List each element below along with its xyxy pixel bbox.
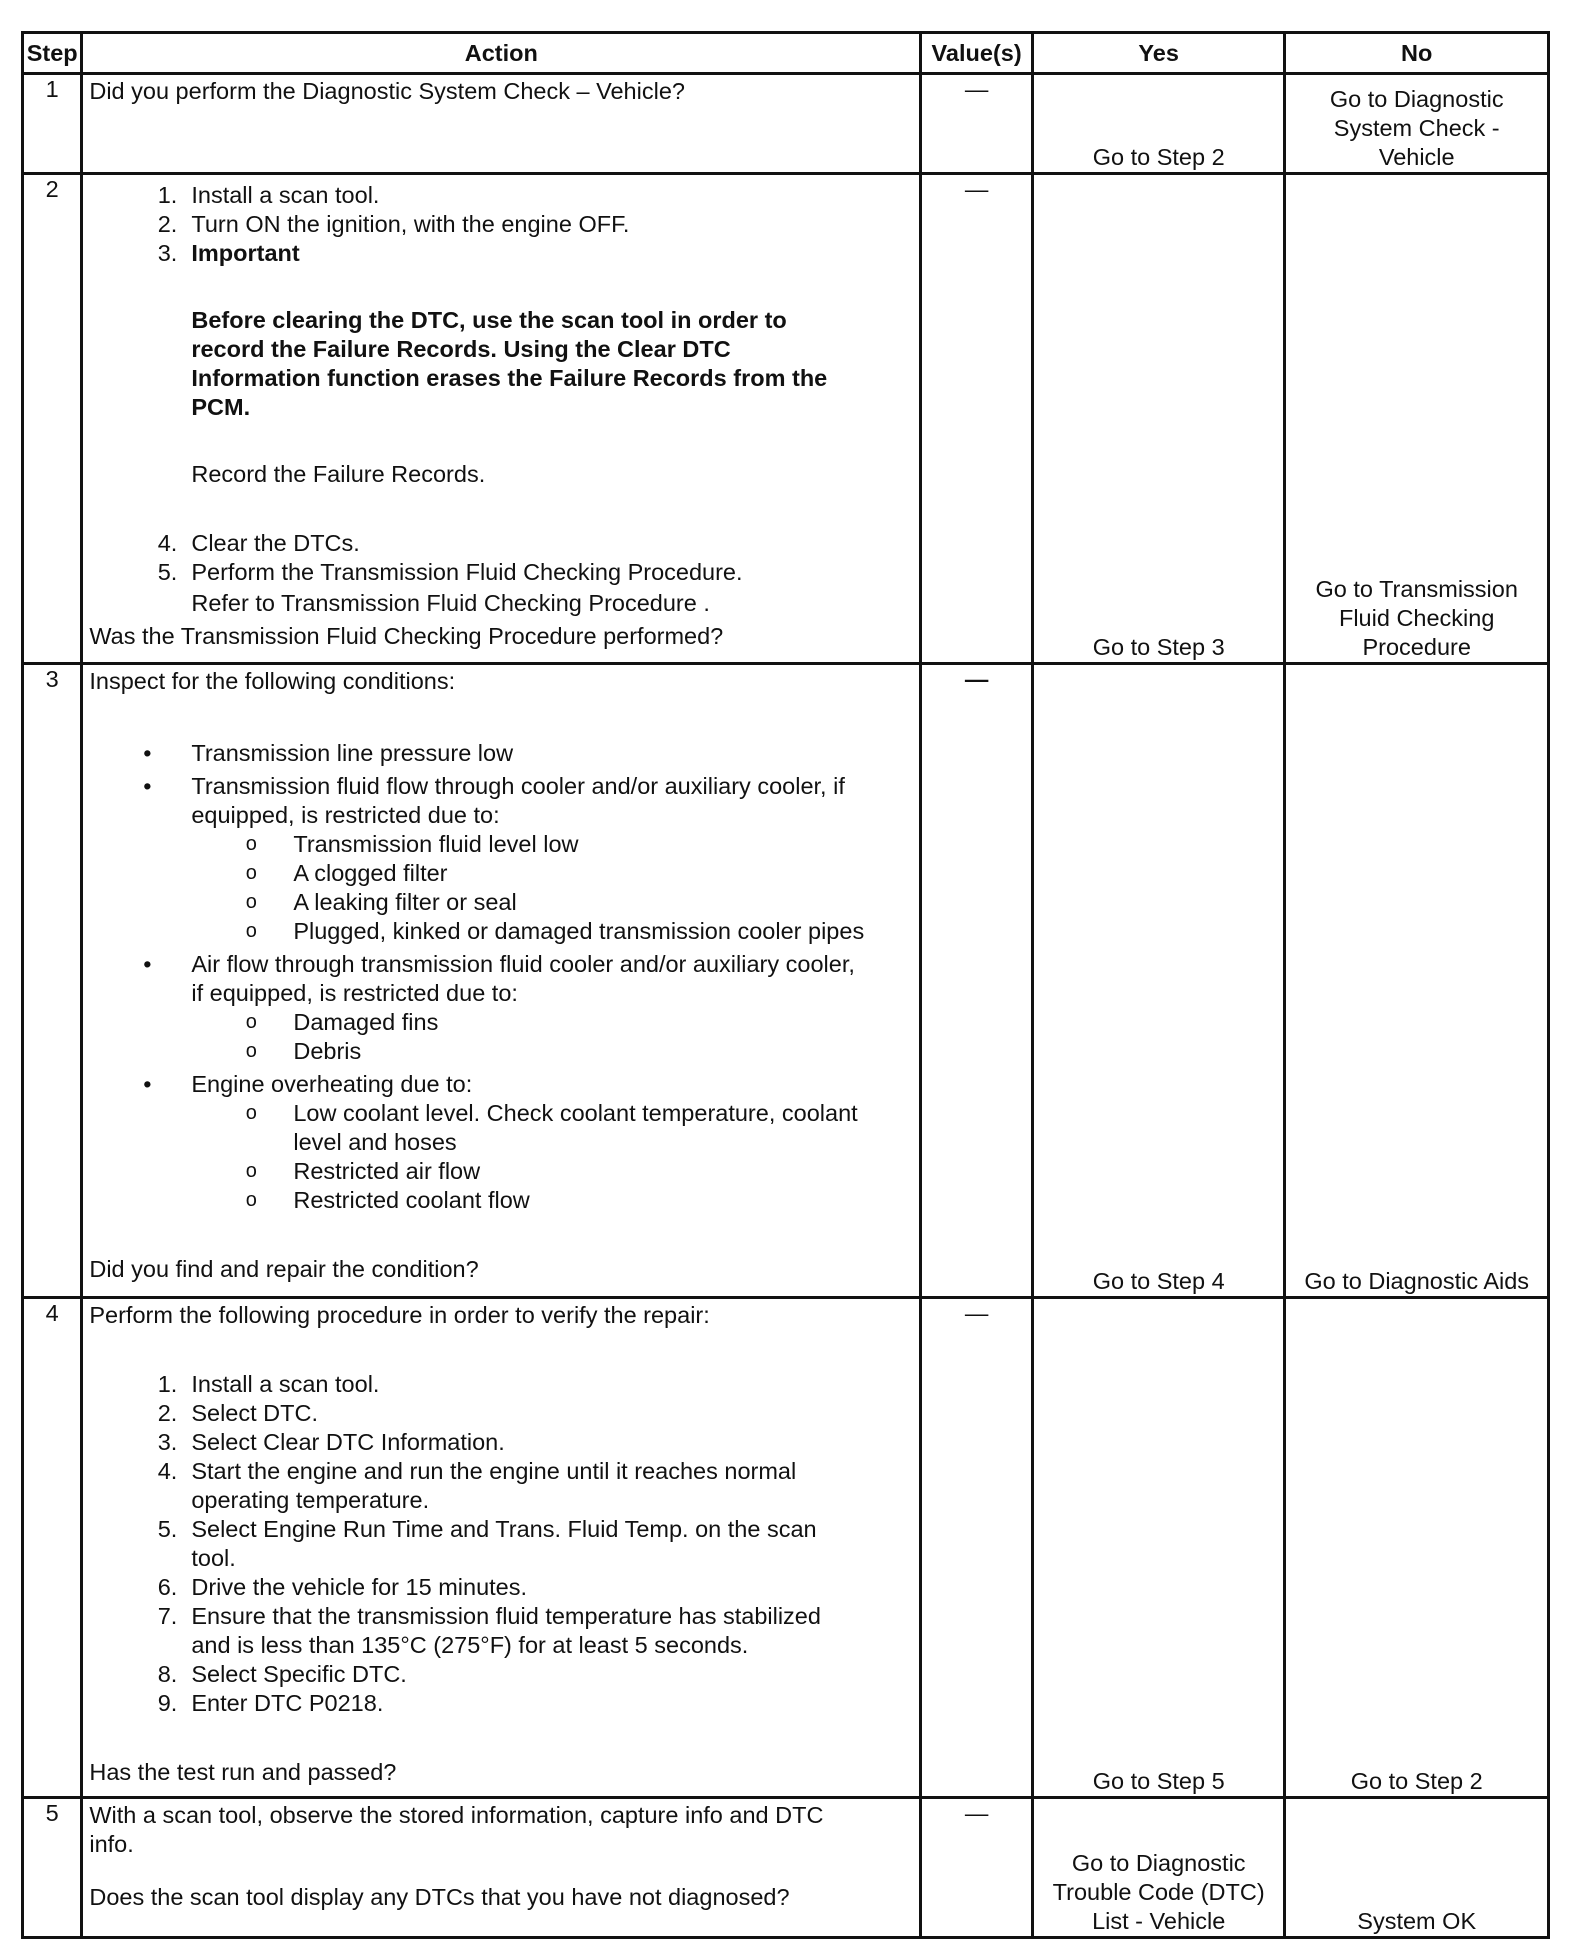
sub-bullet: o	[245, 1160, 257, 1182]
item-text: Engine overheating due to:	[191, 1071, 473, 1097]
table-row-step-1	[23, 74, 1549, 174]
list-item	[89, 1660, 913, 1689]
item-text: tool.	[191, 1545, 236, 1571]
action-question: Did you perform the Diagnostic System Check – Vehicle?	[89, 78, 685, 104]
sub-bullet: o	[245, 1102, 257, 1124]
sub-item	[89, 1037, 913, 1066]
list-item	[89, 239, 913, 268]
item-number: 5.	[157, 1516, 178, 1542]
table-row-step-3	[23, 664, 1549, 1298]
yes-line: List - Vehicle	[1092, 1908, 1226, 1934]
item-text: equipped, is restricted due to:	[191, 802, 500, 828]
item-text: Ensure that the transmission fluid temperature has stabilized	[191, 1603, 821, 1629]
sub-item	[89, 917, 913, 946]
list-item	[89, 1370, 913, 1399]
sub-item	[89, 1008, 913, 1037]
record-note: Record the Failure Records.	[191, 461, 486, 487]
item-number: 2.	[157, 1400, 178, 1426]
no-link-fluid-checking[interactable]	[1286, 175, 1547, 662]
list-item	[89, 1399, 913, 1428]
item-number: 1.	[157, 1371, 178, 1397]
important-note	[89, 306, 913, 422]
item-text: Select DTC.	[191, 1400, 319, 1426]
list-item	[89, 210, 913, 239]
list-item	[89, 1602, 913, 1660]
action-intro: Perform the following procedure in order to verify the repair:	[89, 1302, 710, 1328]
item-number: 2.	[157, 211, 178, 237]
item-number: 3.	[157, 1429, 178, 1455]
item-text: Restricted air flow	[293, 1158, 481, 1184]
item-number: 8.	[157, 1661, 178, 1687]
sub-bullet: o	[245, 920, 257, 942]
item-text: Select Engine Run Time and Trans. Fluid Temp. on the scan	[191, 1516, 817, 1542]
item-text: Install a scan tool.	[191, 182, 380, 208]
list-item	[89, 950, 913, 1008]
item-number: 9.	[157, 1690, 178, 1716]
yes-link-step-3[interactable]: Go to Step 3	[1092, 634, 1225, 660]
item-text: Restricted coolant flow	[293, 1187, 530, 1213]
action-question: Did you find and repair the condition?	[89, 1256, 479, 1282]
action-question: Was the Transmission Fluid Checking Procedure performed?	[89, 623, 724, 649]
list-item	[89, 1457, 913, 1515]
header-action: Action	[82, 33, 921, 74]
yes-line: Go to Diagnostic	[1071, 1850, 1246, 1876]
item-number: 4.	[157, 530, 178, 556]
value-cell: —	[921, 74, 1033, 174]
item-text: A clogged filter	[293, 860, 448, 886]
sub-item	[89, 1099, 913, 1157]
sub-bullet: o	[245, 1040, 257, 1062]
header-values: Value(s)	[921, 33, 1033, 74]
refer-link[interactable]: Refer to Transmission Fluid Checking Procedure .	[191, 590, 710, 616]
no-system-ok: System OK	[1357, 1908, 1477, 1934]
item-number: 3.	[157, 240, 178, 266]
item-number: 7.	[157, 1603, 178, 1629]
no-link-step-2[interactable]: Go to Step 2	[1350, 1768, 1483, 1794]
item-text: level and hoses	[293, 1129, 457, 1155]
bullet: •	[143, 740, 152, 766]
bullet: •	[143, 1071, 152, 1097]
header-yes: Yes	[1032, 33, 1284, 74]
list-item	[89, 772, 913, 830]
sub-item	[89, 830, 913, 859]
step-number: 5	[23, 1798, 82, 1938]
sub-bullet: o	[245, 891, 257, 913]
step-number: 3	[23, 664, 82, 1298]
item-text: Enter DTC P0218.	[191, 1690, 384, 1716]
item-text: Low coolant level. Check coolant temperature, coolant	[293, 1100, 858, 1126]
value-cell: —	[921, 1298, 1033, 1798]
yes-link-step-5[interactable]: Go to Step 5	[1092, 1768, 1225, 1794]
action-line: With a scan tool, observe the stored information, capture info and DTC	[89, 1802, 824, 1828]
no-line: Procedure	[1362, 634, 1471, 660]
bullet: •	[143, 951, 152, 977]
item-number: 5.	[157, 559, 178, 585]
list-item	[89, 739, 913, 768]
sub-item	[89, 888, 913, 917]
action-line: info.	[89, 1831, 134, 1857]
table-row-step-4	[23, 1298, 1549, 1798]
bullet: •	[143, 773, 152, 799]
sub-item	[89, 1157, 913, 1186]
action-question: Does the scan tool display any DTCs that you have not diagnosed?	[89, 1884, 790, 1910]
item-number: 4.	[157, 1458, 178, 1484]
item-number: 6.	[157, 1574, 178, 1600]
no-link-system-check[interactable]	[1286, 75, 1547, 172]
important-line: PCM.	[191, 394, 251, 420]
list-item	[89, 529, 913, 558]
action-question: Has the test run and passed?	[89, 1759, 397, 1785]
value-cell: —	[921, 664, 1033, 1298]
item-text: operating temperature.	[191, 1487, 430, 1513]
sub-item	[89, 859, 913, 888]
list-item	[89, 1573, 913, 1602]
item-text: Drive the vehicle for 15 minutes.	[191, 1574, 528, 1600]
list-item	[89, 1070, 913, 1099]
action-intro: Inspect for the following conditions:	[89, 668, 456, 694]
header-row	[23, 33, 1549, 74]
item-text: if equipped, is restricted due to:	[191, 980, 518, 1006]
item-text: Start the engine and run the engine until it reaches normal	[191, 1458, 797, 1484]
sub-bullet: o	[245, 862, 257, 884]
action-text	[89, 1801, 913, 1859]
table-row-step-2	[23, 174, 1549, 664]
item-text: Turn ON the ignition, with the engine OFF.	[191, 211, 630, 237]
important-line: record the Failure Records. Using the Clear DTC	[191, 336, 731, 362]
yes-link-step-4[interactable]: Go to Step 4	[1092, 1268, 1225, 1294]
header-no: No	[1285, 33, 1549, 74]
header-step: Step	[23, 33, 82, 74]
item-text: Debris	[293, 1038, 362, 1064]
item-text: Install a scan tool.	[191, 1371, 380, 1397]
yes-link-dtc-list[interactable]	[1034, 1799, 1283, 1936]
step-number: 2	[23, 174, 82, 664]
list-item	[89, 558, 913, 587]
important-line: Before clearing the DTC, use the scan tool in order to	[191, 307, 787, 333]
important-label: Important	[191, 240, 300, 266]
yes-link-step-2[interactable]: Go to Step 2	[1092, 144, 1225, 170]
item-text: Select Clear DTC Information.	[191, 1429, 505, 1455]
no-link-diagnostic-aids[interactable]: Go to Diagnostic Aids	[1304, 1268, 1530, 1294]
item-text: Transmission fluid level low	[293, 831, 579, 857]
item-text: Damaged fins	[293, 1009, 439, 1035]
item-text: Select Specific DTC.	[191, 1661, 407, 1687]
diagnostic-table	[21, 31, 1550, 1939]
no-line: Fluid Checking	[1338, 605, 1495, 631]
item-text: and is less than 135°C (275°F) for at least 5 seconds.	[191, 1632, 749, 1658]
no-line: Go to Transmission	[1315, 576, 1518, 602]
item-text: Plugged, kinked or damaged transmission cooler pipes	[293, 918, 865, 944]
table-row-step-5	[23, 1798, 1549, 1938]
sub-item	[89, 1186, 913, 1215]
item-text: Transmission line pressure low	[191, 740, 514, 766]
sub-bullet: o	[245, 833, 257, 855]
no-line: Vehicle	[1378, 144, 1455, 170]
value-cell: —	[921, 174, 1033, 664]
item-text: Transmission fluid flow through cooler and/or auxiliary cooler, if	[191, 773, 845, 799]
list-item	[89, 1515, 913, 1573]
list-item	[89, 181, 913, 210]
no-line: Go to Diagnostic	[1329, 86, 1504, 112]
item-text: A leaking filter or seal	[293, 889, 517, 915]
list-item	[89, 1428, 913, 1457]
item-number: 1.	[157, 182, 178, 208]
no-line: System Check -	[1333, 115, 1500, 141]
sub-bullet: o	[245, 1011, 257, 1033]
value-cell: —	[921, 1798, 1033, 1938]
step-number: 1	[23, 74, 82, 174]
sub-bullet: o	[245, 1189, 257, 1211]
list-item	[89, 1689, 913, 1718]
important-line: Information function erases the Failure Records from the	[191, 365, 828, 391]
item-text: Perform the Transmission Fluid Checking Procedure.	[191, 559, 743, 585]
item-text: Clear the DTCs.	[191, 530, 360, 556]
item-text: Air flow through transmission fluid cooler and/or auxiliary cooler,	[191, 951, 855, 977]
step-number: 4	[23, 1298, 82, 1798]
yes-line: Trouble Code (DTC)	[1052, 1879, 1265, 1905]
